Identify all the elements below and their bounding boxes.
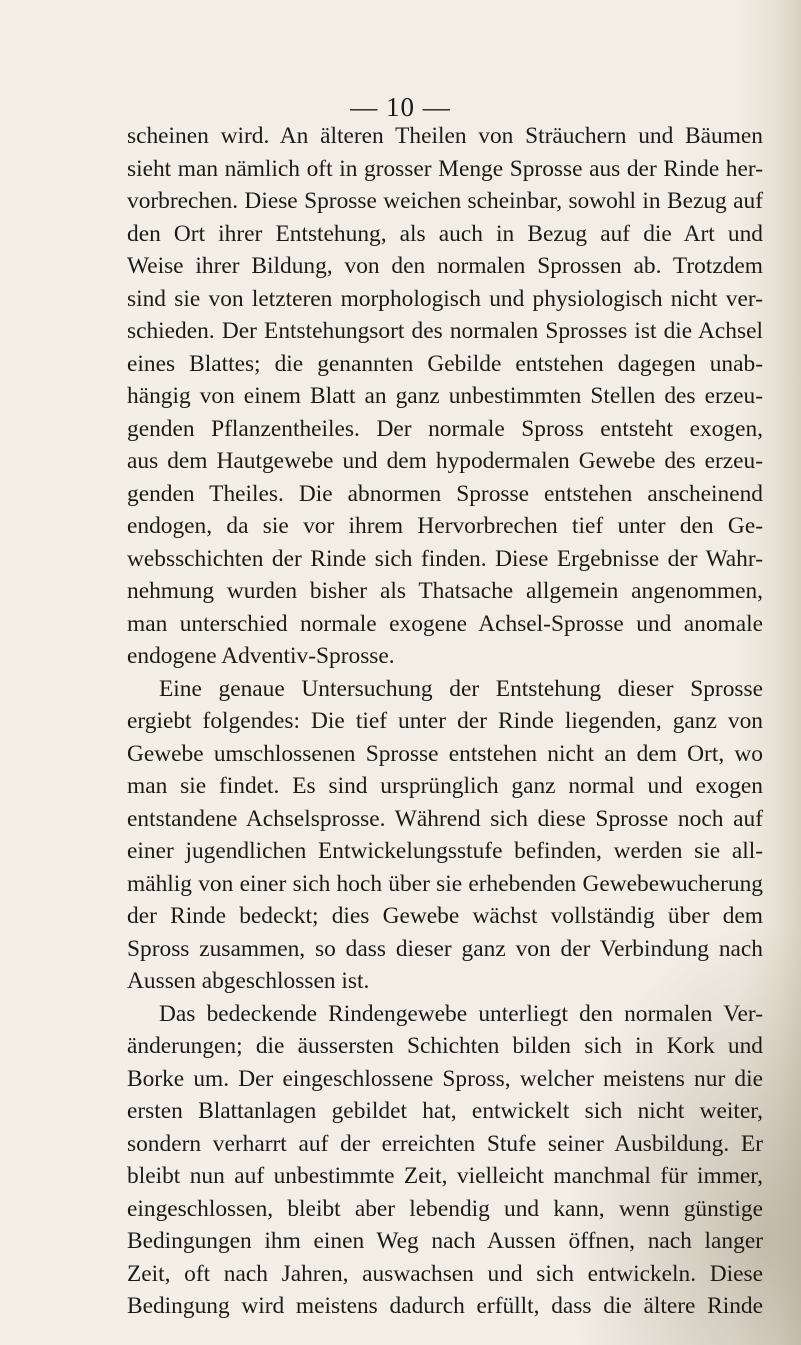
text-line: ersten Blattanlagen gebildet hat, entwickelt sich nicht weiter, (127, 1098, 763, 1124)
text-line: vorbrechen. Diese Sprosse weichen scheinbar, sowohl in Bezug auf (127, 188, 763, 214)
text-line: bleibt nun auf unbestimmte Zeit, vielleicht manchmal für immer, (127, 1163, 763, 1189)
body-text (127, 120, 763, 1323)
text-line: Borke um. Der eingeschlossene Spross, welcher meistens nur die (127, 1065, 763, 1092)
text-line: endogene Adventiv-Sprosse. (127, 643, 395, 669)
text-line: man sie findet. Es sind ursprünglich ganz normal und exogen (127, 773, 763, 799)
text-line: sondern verharrt auf der erreichten Stufe seiner Ausbildung. Er (127, 1130, 763, 1157)
text-line: der Rinde bedeckt; dies Gewebe wächst vollständig über dem (127, 903, 763, 929)
text-line: hängig von einem Blatt an ganz unbestimmten Stellen des erzeu- (127, 383, 763, 409)
text-line: einer jugendlichen Entwickelungsstufe befinden, werden sie all- (127, 838, 763, 864)
text-line: Eine genaue Untersuchung der Entstehung dieser Sprosse (159, 675, 763, 702)
text-line: ergiebt folgendes: Die tief unter der Rinde liegenden, ganz von (127, 708, 763, 734)
text-line: eines Blattes; die genannten Gebilde entstehen dagegen unab- (127, 350, 763, 377)
text-line: aus dem Hautgewebe und dem hypodermalen Gewebe des erzeu- (127, 448, 763, 474)
text-line: mählig von einer sich hoch über sie erhebenden Gewebewucherung (127, 870, 763, 897)
page-number: — 10 — (350, 92, 451, 122)
text-line: Das bedeckende Rindengewebe unterliegt den normalen Ver- (159, 1000, 763, 1027)
text-line: Gewebe umschlossenen Sprosse entstehen nicht an dem Ort, wo (127, 740, 763, 767)
text-line: änderungen; die äussersten Schichten bilden sich in Kork und (127, 1033, 763, 1059)
text-line: scheinen wird. An älteren Theilen von Sträuchern und Bäumen (127, 123, 763, 149)
text-line: man unterschied normale exogene Achsel-Sprosse und anomale (127, 610, 763, 637)
text-line: Aussen abgeschlossen ist. (127, 968, 370, 994)
text-line: entstandene Achselsprosse. Während sich diese Sprosse noch auf (127, 805, 763, 832)
text-line: websschichten der Rinde sich finden. Diese Ergebnisse der Wahr- (127, 545, 763, 572)
text-line: genden Pflanzentheiles. Der normale Spross entsteht exogen, (127, 415, 763, 442)
text-line: nehmung wurden bisher als Thatsache allgemein angenommen, (127, 578, 763, 604)
text-line: sind sie von letzteren morphologisch und physiologisch nicht ver- (127, 285, 763, 312)
text-line: den Ort ihrer Entstehung, als auch in Bezug auf die Art und (127, 220, 763, 247)
text-line: endogen, da sie vor ihrem Hervorbrechen tief unter den Ge- (127, 513, 763, 539)
text-line: eingeschlossen, bleibt aber lebendig und kann, wenn günstige (127, 1195, 763, 1222)
text-line: Zeit, oft nach Jahren, auswachsen und sich entwickeln. Diese (127, 1260, 763, 1287)
text-line: schieden. Der Entstehungsort des normalen Sprosses ist die Achsel (127, 318, 763, 344)
text-line: Weise ihrer Bildung, von den normalen Sprossen ab. Trotzdem (127, 253, 763, 279)
text-line: Spross zusammen, so dass dieser ganz von der Verbindung nach (127, 935, 763, 962)
text-line: Bedingungen ihm einen Weg nach Aussen öffnen, nach langer (127, 1228, 763, 1254)
text-line: genden Theiles. Die abnormen Sprosse entstehen anscheinend (127, 480, 763, 507)
text-line: Bedingung wird meistens dadurch erfüllt, dass die ältere Rinde (127, 1293, 763, 1319)
text-line: sieht man nämlich oft in grosser Menge Sprosse aus der Rinde her- (127, 155, 763, 182)
